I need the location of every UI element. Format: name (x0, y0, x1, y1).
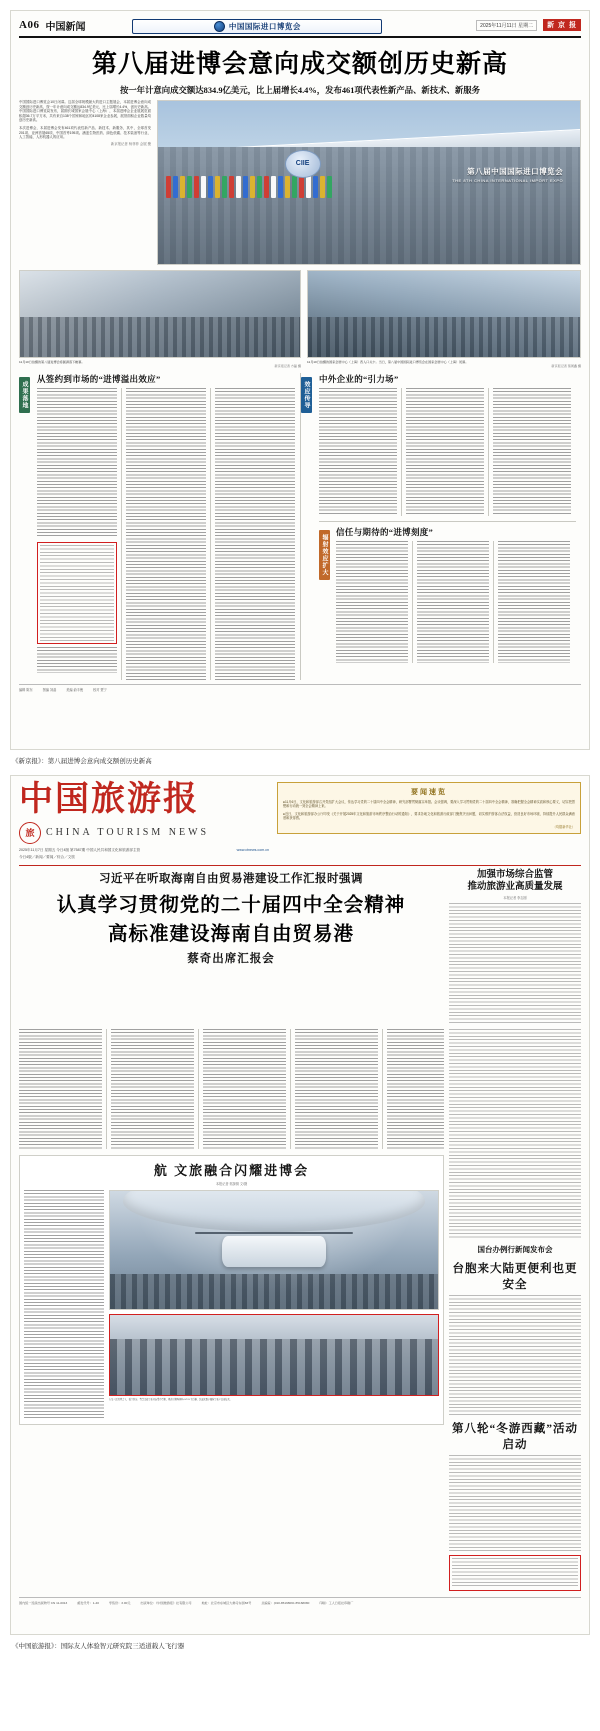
section-tab-effect: 效应传导 (301, 377, 312, 413)
lead-headline-1: 认真学习贯彻党的二十届四中全会精神 (56, 894, 406, 916)
photo-crowd-shape (20, 317, 300, 357)
lead-headline-2: 高标准建设海南自由贸易港 (107, 923, 354, 945)
footer-cn-number: 国内统一连续出版物号 CN 11-0013 (19, 1601, 68, 1606)
caption-row (19, 360, 581, 368)
paper2-nav-label[interactable]: 今日4版／新闻／要闻／综合／文旅 (19, 854, 75, 859)
caption-a-credit: 新京报记者 方磊 摄 (274, 364, 301, 369)
issue-date: 2025年11月11日 星期二 (476, 20, 537, 31)
paper2-logo-en-row (19, 822, 269, 844)
paper2-masthead-row (19, 782, 581, 860)
right-headline-2: 推动旅游业高质量发展 (467, 881, 563, 892)
paper1-external-caption: 《新京报》：第八届进博会意向成交额创历史新高 (12, 758, 152, 765)
tab-column-2 (301, 373, 314, 680)
article-1 (32, 373, 300, 680)
paper2-left-body (19, 1029, 444, 1591)
paper2-masthead (19, 782, 269, 860)
newspaper-page (0, 10, 600, 1650)
footer-photoeditor: 图编 刘晶 (42, 688, 57, 693)
side-headline-1: 国台办例行新闻发布会 (477, 1245, 553, 1255)
brief-source: （均据新华社） (552, 824, 575, 829)
feature-photo-visitors (109, 1314, 439, 1396)
lede-paragraph-2: 本次进博会，本届进博会发布461项代表性新产品、新技术、新服务，其中，全球首发201项、亚洲首展65项、中国首秀195项。涵盖生物医药、绿色低碳、技术装备等行业、人工智能、人形机器人的应用。 (19, 125, 151, 140)
article-3-wrap (319, 526, 576, 663)
hero-building-shape (158, 147, 580, 264)
paper1-topbar (19, 17, 581, 33)
side-headline-3: 第八轮“冬游西藏”活动启动 (452, 1423, 578, 1452)
lead-col-2 (111, 1029, 194, 1149)
article-2-col-2 (406, 388, 484, 516)
brief-item-1: ●11月6日，文化和旅游部召开党组扩大会议，传达学习党的二十届四中全会精神，研究部署贯彻落实举措。会议强调，要深入学习贯彻党的二十届四中全会精神，准确把握全会精神实质和核心要义，切实把思想和行动统一到全会精神上来。 (283, 800, 575, 809)
paper2-footer (19, 1597, 581, 1605)
lead-headline-3: 蔡奇出席汇报会 (187, 952, 275, 965)
footer-price: 零售价：3.00元 (108, 1601, 131, 1606)
brief-box (277, 782, 581, 834)
paper2-meta (19, 848, 269, 853)
newspaper-china-tourism-news (10, 775, 590, 1635)
feature-crowd-shape (110, 1274, 438, 1309)
article-2-col-3 (493, 388, 571, 516)
brief-title: 要闻速览 (411, 788, 447, 796)
main-subhead: 按一年计意向成交额达834.9亿美元，比上届增长4.4%，发布461项代表性新产品、新技术、新服务 (119, 86, 481, 95)
photo-venue-entrance (307, 270, 581, 358)
paper2-headline-row (19, 870, 581, 1024)
newspaper-beijing-news (10, 10, 590, 750)
right-headline-1: 加强市场综合监管 (476, 869, 553, 880)
caption-b (307, 360, 581, 368)
lower-articles (19, 373, 581, 680)
article-1-col-2 (126, 388, 206, 680)
seal-icon: 旅 (19, 822, 41, 844)
paper2-issue-meta: 2025年11月7日 星期五 今日4版 第7587期 中国人民共和国文化和旅游部主管 (19, 847, 141, 852)
banner-label: 中国国际进口博览会 (228, 21, 301, 31)
footer-phone: 总编室：(010-85168061 85168080 (261, 1601, 310, 1606)
article-2 (314, 373, 581, 680)
paper2-rule (19, 865, 581, 866)
feature-title: 航 文旅融合闪耀进博会 (153, 1163, 310, 1179)
caption-a-text: 11月10日拍摄的第八届进博会将圆满落下帷幕。 (19, 360, 85, 364)
lead-story-columns (19, 1029, 444, 1149)
paper2-body (19, 1029, 581, 1591)
lead-col-5 (387, 1029, 444, 1149)
paper2-nav (19, 855, 269, 860)
lede-and-hero (19, 100, 581, 265)
feature-photo-evtol (109, 1190, 439, 1310)
highlight-box-1 (37, 542, 117, 644)
photo-crowd-shape-2 (308, 317, 580, 357)
article-2-columns (319, 388, 576, 516)
tab-column-1 (19, 373, 32, 680)
paper1-footer (19, 684, 581, 692)
article-3-title: 信任与期待的“进博刻度” (336, 527, 434, 538)
article-2-col-1 (319, 388, 397, 516)
venue-dome-shape (123, 1190, 425, 1231)
feature-caption: 在第八届进博会上，低空经济、智慧文旅等新业态集中亮相，观众可现场体验eVTOL飞行器、沉浸式数字展陈等新产品新技术。 (109, 1399, 232, 1402)
right-byline: 本报记者 李志刚 (503, 896, 527, 901)
feature-col-left (24, 1190, 104, 1420)
paper2-logo-en: CHINA TOURISM NEWS (46, 827, 210, 839)
caption-a (19, 360, 301, 368)
highlight-box-2 (449, 1555, 581, 1591)
paper2-logo-cn: 中国旅游报 (19, 781, 199, 818)
article-3 (336, 526, 576, 663)
hero-signage-cn: 第八届中国国际进口博览会 (467, 167, 564, 177)
lead-col-4 (295, 1029, 378, 1149)
hero-photo (157, 100, 581, 265)
lede-column (19, 100, 151, 265)
section-tab-results: 成果落地 (19, 377, 30, 413)
visitors-shape (110, 1339, 438, 1395)
lede-byline: 新京报记者 杨菲菲 会展 聚 (110, 141, 151, 146)
paper2-lead-headlines (19, 870, 443, 1024)
side-headline-2: 台胞来大陆更便利也更安全 (452, 1263, 578, 1292)
evtol-aircraft-shape (222, 1236, 327, 1267)
lede-paragraph-1: 中国国际进口博览会10日闭幕。这届全球规模最大的进口主题展会，本届进博会意向成交额创历史新高，按一年计意向成交额达834.9亿美元，比上届增长4.4%，创历史新高。中国国际进口博览局发布，届期长城国家会展中心（上海），本届进博会企业展展览面积超36.7万平方米，共有来自138个国家和地区的4108家企业参展，展馆面积企业数量均创历史新高。 (19, 100, 151, 123)
article-1-columns (37, 388, 295, 680)
globe-icon (214, 21, 225, 32)
brief-item-2: ●近日，文化和旅游部办公厅印发《关于开展2025年文化和旅游市场秩序整治行动的通知》，要求各地文化和旅游行政部门聚焦突出问题，切实维护游客合法权益，营造良好市场环境，持续提升人民群众满意度和获得感。 (283, 811, 575, 821)
rotor-shape (195, 1232, 352, 1234)
lead-col-3 (203, 1029, 286, 1149)
article-3-col-1 (336, 541, 408, 663)
article-1-title: 从签约到市场的“进博溢出效应” (37, 374, 161, 385)
article-3-columns (336, 541, 576, 663)
right-column-head (449, 870, 581, 1024)
article-3-col-2 (417, 541, 489, 663)
main-headline: 第八届进博会意向成交额创历史新高 (91, 51, 508, 78)
feature-inner (24, 1190, 439, 1420)
footer-printer: 印刷：工人日报社印刷厂 (319, 1601, 354, 1606)
feature-byline: 本报记者 郭探微 文/摄 (215, 1182, 248, 1187)
page-folio: A06 (19, 19, 40, 31)
paper2-right-body (449, 1029, 581, 1591)
paper1-top-right (476, 19, 581, 31)
feature-article (19, 1155, 444, 1425)
caption-b-text: 11月10日拍摄的国家会展中心（上海）西入口关卡。当日，第八届中国国际进口博览会在国家会展中心（上海）闭幕。 (307, 360, 469, 364)
caption-b-credit: 新京报记者 蔡周鑫 摄 (551, 364, 581, 369)
top-rule (19, 36, 581, 38)
masthead-badge: 新 京 报 (543, 19, 581, 31)
paper2-external-caption: 《中国旅游报》：国际友人体验智元研究院三适道载人飞行器 (12, 1643, 185, 1650)
paper2-website: www.ctnews.com.cn (236, 848, 269, 853)
lead-col-1 (19, 1029, 102, 1149)
footer-postal-code: 邮发代号：1-40 (77, 1601, 99, 1606)
hero-signage (452, 166, 563, 183)
photo-closing-ceremony (19, 270, 301, 358)
article-1-col-1 (37, 388, 117, 680)
tab-column-3 (319, 526, 332, 663)
ciie-logo-icon: CIIE (285, 150, 321, 178)
footer-publisher: 出版单位：《中国旅游报》社有限公司 (140, 1601, 192, 1606)
ciie-banner (132, 19, 382, 34)
footer-editor: 编辑 陈东 (19, 688, 33, 693)
footer-designer: 美编 俞丰俊 (66, 688, 84, 693)
article-1-col-3 (215, 388, 295, 680)
footer-address: 地址：北京市东城区大佛寺东街83号 (201, 1601, 252, 1606)
section-tab-radiate: 辐射效应扩大 (319, 530, 330, 580)
section-name: 中国新闻 (45, 21, 86, 33)
feature-media (109, 1190, 439, 1420)
lead-kicker: 习近平在听取海南自由贸易港建设工作汇报时强调 (99, 872, 363, 885)
footer-proofreader: 校对 贾宁 (93, 688, 107, 693)
article-2-title: 中外企业的“引力场” (319, 374, 399, 385)
photo-row (19, 270, 581, 358)
article-3-col-3 (498, 541, 570, 663)
hero-signage-en: THE 8TH CHINA INTERNATIONAL IMPORT EXPO (452, 178, 564, 184)
